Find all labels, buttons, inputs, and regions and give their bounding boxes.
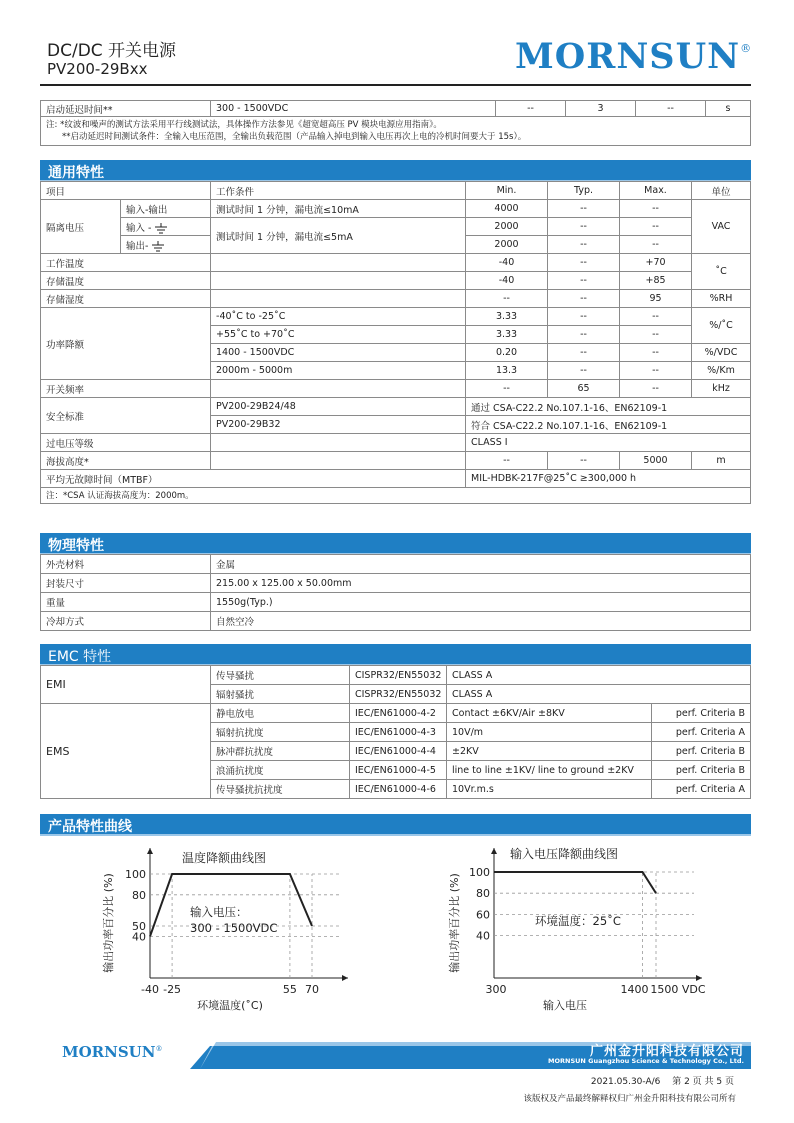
x-tick-label: 1400 bbox=[620, 983, 649, 996]
cell: 1400 - 1500VDC bbox=[211, 344, 466, 362]
cell bbox=[211, 452, 466, 470]
cell bbox=[211, 380, 466, 398]
ground-icon bbox=[154, 223, 168, 234]
cell: -40˚C to -25˚C bbox=[211, 308, 466, 326]
cell: -- bbox=[548, 326, 620, 344]
cell: -- bbox=[548, 218, 620, 236]
x-axis-label: 输入电压 bbox=[543, 999, 587, 1012]
emc-table bbox=[40, 665, 751, 799]
cell: 10Vr.m.s bbox=[447, 780, 652, 799]
y-tick-label: 80 bbox=[132, 888, 146, 902]
cell: %/Km bbox=[692, 362, 751, 380]
cell: 3.33 bbox=[466, 308, 548, 326]
cell: -- bbox=[496, 101, 566, 117]
cell: 测试时间 1 分钟，漏电流≤10mA bbox=[211, 200, 466, 218]
cell: -- bbox=[548, 290, 620, 308]
cell: -- bbox=[466, 452, 548, 470]
column-header: 单位 bbox=[692, 182, 751, 200]
cell: 95 bbox=[620, 290, 692, 308]
cell: 5000 bbox=[620, 452, 692, 470]
general-table bbox=[40, 181, 751, 504]
cell: 2000 bbox=[466, 218, 548, 236]
table-row bbox=[41, 434, 751, 452]
table-row bbox=[41, 666, 751, 685]
cell: -- bbox=[620, 236, 692, 254]
cell: 启动延迟时间** bbox=[41, 101, 211, 117]
cell: 2000 bbox=[466, 236, 548, 254]
note-row bbox=[41, 488, 751, 504]
cell: EMI bbox=[41, 666, 211, 704]
cell: -- bbox=[548, 452, 620, 470]
column-header: 工作条件 bbox=[211, 182, 466, 200]
table-row bbox=[41, 101, 751, 117]
cell: 传导骚扰抗扰度 bbox=[211, 780, 350, 799]
note-row bbox=[41, 117, 751, 146]
section-bar-general bbox=[40, 160, 751, 182]
table-row bbox=[41, 555, 751, 574]
cell: -- bbox=[620, 326, 692, 344]
copyright-notice: 该版权及产品最终解释权归广州金升阳科技有限公司所有 bbox=[523, 1094, 736, 1104]
cell: MIL-HDBK-217F@25˚C ≥300,000 h bbox=[466, 470, 751, 488]
y-tick-label: 100 bbox=[469, 866, 490, 879]
brand-logo bbox=[515, 36, 752, 77]
cell: %/VDC bbox=[692, 344, 751, 362]
cell: -- bbox=[636, 101, 706, 117]
cell: -- bbox=[548, 308, 620, 326]
cell: 13.3 bbox=[466, 362, 548, 380]
cell: 10V/m bbox=[447, 723, 652, 742]
cell: perf. Criteria A bbox=[652, 780, 751, 799]
x-tick-label: 300 bbox=[485, 983, 507, 996]
x-axis-arrow bbox=[696, 975, 702, 981]
cell: 静电放电 bbox=[211, 704, 350, 723]
cell: CISPR32/EN55032 bbox=[350, 666, 447, 685]
cell: 安全标准 bbox=[41, 398, 211, 434]
y-tick-label: 40 bbox=[476, 929, 490, 943]
header-rule bbox=[40, 84, 751, 86]
chart-annotation: 300 - 1500VDC bbox=[190, 921, 278, 935]
cell: %/˚C bbox=[692, 308, 751, 344]
cell: 辐射骚扰 bbox=[211, 685, 350, 704]
cell: 传导骚扰 bbox=[211, 666, 350, 685]
company-name-en: MORNSUN Guangzhou Science & Technology Co., Ltd. bbox=[548, 1057, 744, 1065]
x-axis-label: 环境温度(˚C) bbox=[197, 999, 263, 1012]
table-row bbox=[41, 398, 751, 416]
cell: PV200-29B24/48 bbox=[211, 398, 466, 416]
cell: %RH bbox=[692, 290, 751, 308]
table-row bbox=[41, 452, 751, 470]
table-row bbox=[41, 470, 751, 488]
y-axis-arrow bbox=[147, 848, 153, 854]
table-row bbox=[41, 254, 751, 272]
cell: kHz bbox=[692, 380, 751, 398]
cell: 存储湿度 bbox=[41, 290, 211, 308]
cell: -- bbox=[620, 380, 692, 398]
chart-annotation: 环境温度：25˚C bbox=[535, 914, 621, 928]
cell: CLASS I bbox=[466, 434, 751, 452]
cell: -- bbox=[620, 308, 692, 326]
model-number: PV200-29Bxx bbox=[47, 60, 148, 78]
document-title: DC/DC 开关电源 bbox=[47, 41, 177, 61]
cell: IEC/EN61000-4-4 bbox=[350, 742, 447, 761]
cell: IEC/EN61000-4-6 bbox=[350, 780, 447, 799]
note-text: 注: *纹波和噪声的测试方法采用平行线测试法，具体操作方法参见《超宽超高压 PV 模块电源应用指南》。 bbox=[46, 120, 442, 130]
cell: 3 bbox=[566, 101, 636, 117]
y-axis-arrow bbox=[491, 848, 497, 854]
cell: ˚C bbox=[692, 254, 751, 290]
temperature-derating-chart bbox=[90, 840, 360, 1020]
cell bbox=[211, 434, 466, 452]
cell: perf. Criteria A bbox=[652, 723, 751, 742]
table-row bbox=[41, 218, 751, 236]
cell: -- bbox=[548, 200, 620, 218]
cell: CLASS A bbox=[447, 685, 751, 704]
table-row bbox=[41, 380, 751, 398]
cell: perf. Criteria B bbox=[652, 704, 751, 723]
cell: 海拔高度* bbox=[41, 452, 211, 470]
table-row bbox=[41, 612, 751, 631]
section-title: 产品特性曲线 bbox=[48, 819, 132, 835]
y-axis-label: 输出功率百分比 (%) bbox=[102, 873, 115, 973]
y-tick-label: 50 bbox=[132, 920, 146, 933]
data-series-line bbox=[494, 872, 656, 893]
cell: Contact ±6KV/Air ±8KV bbox=[447, 704, 652, 723]
cell: 工作温度 bbox=[41, 254, 211, 272]
x-tick-label: -40 bbox=[141, 983, 159, 996]
cell: 符合 CSA-C22.2 No.107.1-16、EN62109-1 bbox=[466, 416, 751, 434]
cell: IEC/EN61000-4-2 bbox=[350, 704, 447, 723]
note-text: **启动延迟时间测试条件：全输入电压范围，全输出负载范围（产品输入掉电到输入电压再次上电的冷机时间要大于 15s）。 bbox=[62, 132, 527, 142]
cell: 自然空冷 bbox=[211, 612, 751, 631]
cell: CLASS A bbox=[447, 666, 751, 685]
cell bbox=[121, 218, 211, 236]
cell: -- bbox=[548, 344, 620, 362]
cell: -- bbox=[548, 362, 620, 380]
cell: +70 bbox=[620, 254, 692, 272]
cell: 开关频率 bbox=[41, 380, 211, 398]
registered-mark: ® bbox=[740, 42, 753, 55]
table-row bbox=[41, 272, 751, 290]
cell: VAC bbox=[692, 200, 751, 254]
cell: 功率降额 bbox=[41, 308, 211, 380]
x-tick-label: -25 bbox=[163, 983, 182, 996]
cell: 4000 bbox=[466, 200, 548, 218]
cell: 测试时间 1 分钟，漏电流≤5mA bbox=[211, 218, 466, 254]
column-header: Typ. bbox=[548, 182, 620, 200]
y-tick-label: 60 bbox=[476, 908, 490, 922]
physical-table bbox=[40, 554, 751, 631]
cell: 通过 CSA-C22.2 No.107.1-16、EN62109-1 bbox=[466, 398, 751, 416]
cell: 300 - 1500VDC bbox=[211, 101, 496, 117]
cell: 金属 bbox=[211, 555, 751, 574]
y-axis-label: 输出功率百分比 (%) bbox=[448, 873, 461, 973]
cell: -- bbox=[548, 236, 620, 254]
cell: -- bbox=[466, 290, 548, 308]
column-header: 项目 bbox=[41, 182, 211, 200]
cell: 外壳材料 bbox=[41, 555, 211, 574]
cell: 2000m - 5000m bbox=[211, 362, 466, 380]
cell bbox=[211, 254, 466, 272]
cell: PV200-29B32 bbox=[211, 416, 466, 434]
table-header-row bbox=[41, 182, 751, 200]
table-row bbox=[41, 308, 751, 326]
cell: s bbox=[706, 101, 751, 117]
cell bbox=[211, 272, 466, 290]
cell: 封装尺寸 bbox=[41, 574, 211, 593]
section-title: 物理特性 bbox=[48, 538, 104, 554]
cell bbox=[121, 236, 211, 254]
cell: 重量 bbox=[41, 593, 211, 612]
cell: -40 bbox=[466, 272, 548, 290]
cell: 脉冲群抗扰度 bbox=[211, 742, 350, 761]
footer-registered-mark: ® bbox=[155, 1045, 163, 1053]
footer-logo-text: MORNSUN bbox=[62, 1043, 156, 1061]
startup-table bbox=[40, 100, 751, 146]
chart-annotation: 输入电压： bbox=[190, 905, 248, 919]
cell: 65 bbox=[548, 380, 620, 398]
cell: 215.00 x 125.00 x 50.00mm bbox=[211, 574, 751, 593]
brand-logo-text: MORNSUN bbox=[515, 36, 741, 77]
section-bar-emc bbox=[40, 644, 751, 666]
table-row bbox=[41, 593, 751, 612]
column-header: Max. bbox=[620, 182, 692, 200]
table-row bbox=[41, 574, 751, 593]
cell: 存储温度 bbox=[41, 272, 211, 290]
cell: -- bbox=[466, 380, 548, 398]
cell: 1550g(Typ.) bbox=[211, 593, 751, 612]
cell: 输入-输出 bbox=[121, 200, 211, 218]
cell-text: 输入 - bbox=[126, 222, 152, 234]
table-row bbox=[41, 200, 751, 218]
cell: -- bbox=[620, 200, 692, 218]
cell: -- bbox=[620, 218, 692, 236]
cell: 3.33 bbox=[466, 326, 548, 344]
cell: IEC/EN61000-4-5 bbox=[350, 761, 447, 780]
cell: m bbox=[692, 452, 751, 470]
cell: -- bbox=[548, 254, 620, 272]
input-voltage-derating-chart bbox=[440, 840, 730, 1020]
ground-icon bbox=[151, 241, 165, 252]
chart-title: 输入电压降额曲线图 bbox=[510, 847, 619, 861]
section-title: EMC 特性 bbox=[48, 649, 112, 665]
section-bar-curves bbox=[40, 814, 751, 836]
x-tick-label: 55 bbox=[282, 983, 297, 996]
cell bbox=[211, 290, 466, 308]
cell: +85 bbox=[620, 272, 692, 290]
column-header: Min. bbox=[466, 182, 548, 200]
x-tick-label: 1500 VDC bbox=[650, 983, 706, 996]
cell: -- bbox=[620, 344, 692, 362]
cell: 隔离电压 bbox=[41, 200, 121, 254]
cell: 辐射抗扰度 bbox=[211, 723, 350, 742]
cell: 0.20 bbox=[466, 344, 548, 362]
footer-logo bbox=[62, 1043, 162, 1061]
cell: 冷却方式 bbox=[41, 612, 211, 631]
cell: perf. Criteria B bbox=[652, 761, 751, 780]
y-tick-label: 40 bbox=[132, 930, 146, 944]
company-name-cn: 广州金升阳科技有限公司 bbox=[589, 1044, 744, 1059]
cell: -40 bbox=[466, 254, 548, 272]
cell: EMS bbox=[41, 704, 211, 799]
x-tick-label: 70 bbox=[305, 983, 319, 996]
cell: CISPR32/EN55032 bbox=[350, 685, 447, 704]
cell-text: 输出- bbox=[126, 240, 149, 252]
cell: -- bbox=[620, 362, 692, 380]
cell: +55˚C to +70˚C bbox=[211, 326, 466, 344]
chart-title: 温度降额曲线图 bbox=[182, 851, 267, 865]
cell: perf. Criteria B bbox=[652, 742, 751, 761]
section-bar-physical bbox=[40, 533, 751, 555]
date-page-info: 2021.05.30-A/6 第 2 页 共 5 页 bbox=[590, 1077, 734, 1087]
section-title: 通用特性 bbox=[48, 165, 104, 181]
cell: 平均无故障时间（MTBF） bbox=[41, 470, 466, 488]
y-tick-label: 80 bbox=[476, 887, 490, 901]
cell: 浪涌抗扰度 bbox=[211, 761, 350, 780]
x-axis-arrow bbox=[342, 975, 348, 981]
table-row bbox=[41, 290, 751, 308]
cell: -- bbox=[548, 272, 620, 290]
table-row bbox=[41, 704, 751, 723]
cell: line to line ±1KV/ line to ground ±2KV bbox=[447, 761, 652, 780]
y-tick-label: 100 bbox=[125, 868, 146, 881]
cell: ±2KV bbox=[447, 742, 652, 761]
note-text: 注：*CSA 认证海拔高度为：2000m。 bbox=[41, 488, 751, 504]
cell: 过电压等级 bbox=[41, 434, 211, 452]
cell: IEC/EN61000-4-3 bbox=[350, 723, 447, 742]
